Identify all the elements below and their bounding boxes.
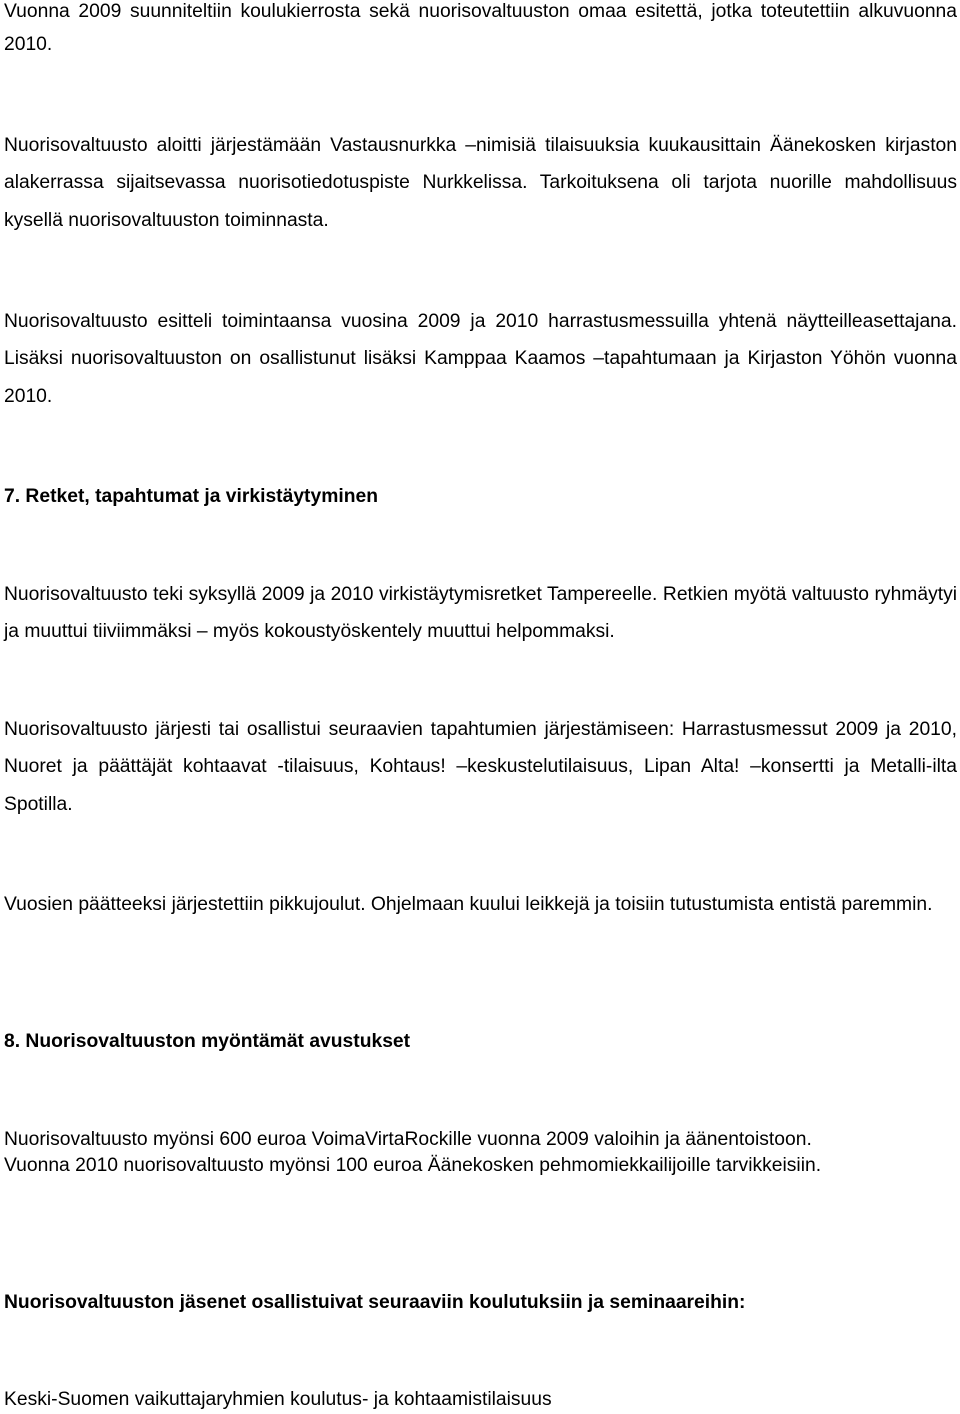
avustus-2010: Vuonna 2010 nuorisovaltuusto myönsi 100 euroa Äänekosken pehmomiekkailijoille tarvikkeisiin. <box>4 1155 822 1176</box>
paragraph-retket: Nuorisovaltuusto teki syksyllä 2009 ja 2010 virkistäytymisretket Tampereelle. Retkien myötä valtuusto ryhmäytyi ja muuttui tiiviimmäksi – myös kokoustyöskentely muuttui helpommaksi. <box>4 584 957 643</box>
paragraph-harrastusmessut: Nuorisovaltuusto esitteli toimintaansa vuosina 2009 ja 2010 harrastusmessuilla yhtenä näytteilleasettajana. Lisäksi nuorisovaltuuston on osallistunut lisäksi Kamppaa Kaamos –tapahtumaan ja Kirjaston Yöhön vuonna 2010. <box>4 311 957 407</box>
training-heading: Nuorisovaltuuston jäsenet osallistuivat seuraaviin koulutuksiin ja seminaareihin: <box>4 1292 746 1313</box>
paragraph-tapahtumat: Nuorisovaltuusto järjesti tai osallistui seuraavien tapahtumien järjestämiseen: Harrastusmessut 2009 ja 2010, Nuoret ja päättäjät kohtaavat -tilaisuus, Kohtaus! –keskustelutilaisuus, Lipan Alta! –konsertti ja Metalli-ilta Spotilla. <box>4 719 957 815</box>
avustus-2009: Nuorisovaltuusto myönsi 600 euroa VoimaVirtaRockille vuonna 2009 valoihin ja äänentoistoon. <box>4 1129 812 1150</box>
paragraph-vastausnurkka: Nuorisovaltuusto aloitti järjestämään Vastausnurkka –nimisiä tilaisuuksia kuukausittain Äänekosken kirjaston alakerrassa sijaitsevassa nuorisotiedotuspiste Nurkkelissa. Tarkoituksena oli tarjota nuorille mahdollisuus kysellä nuorisovaltuuston toiminnasta. <box>4 135 957 231</box>
section-heading-7: 7. Retket, tapahtumat ja virkistäytyminen <box>4 486 378 507</box>
paragraph-pikkujoulut: Vuosien päätteeksi järjestettiin pikkujoulut. Ohjelmaan kuului leikkejä ja toisiin tutustumista entistä paremmin. <box>4 894 933 915</box>
section-heading-8: 8. Nuorisovaltuuston myöntämät avustukset <box>4 1031 411 1052</box>
paragraph-school-tour: Vuonna 2009 suunniteltiin koulukierrosta sekä nuorisovaltuuston omaa esitettä, jotka toteutettiin alkuvuonna 2010. <box>4 1 957 55</box>
training-item: Keski-Suomen vaikuttajaryhmien koulutus- ja kohtaamistilaisuus <box>4 1389 552 1410</box>
paragraph-avustukset <box>4 1127 957 1179</box>
